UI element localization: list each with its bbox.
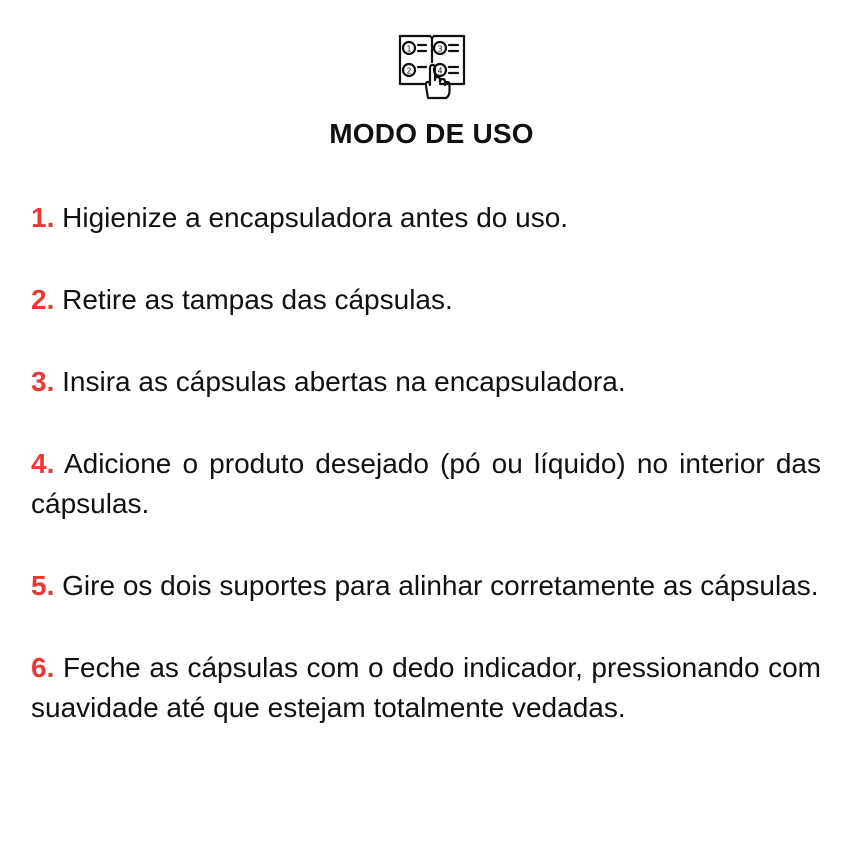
svg-text:3: 3 <box>436 44 443 54</box>
steps-list <box>31 198 821 770</box>
step-text: Gire os dois suportes para alinhar corretamente as cápsulas. <box>62 570 819 601</box>
step-5 <box>31 566 821 606</box>
step-number: 1. <box>31 202 55 233</box>
step-text: Higienize a encapsuladora antes do uso. <box>62 202 569 233</box>
step-3 <box>31 362 821 402</box>
step-1 <box>31 198 821 238</box>
svg-text:2: 2 <box>405 66 412 76</box>
svg-text:1: 1 <box>405 44 412 54</box>
step-4 <box>31 444 821 524</box>
step-text: Adicione o produto desejado (pó ou líquido) no interior das cápsulas. <box>31 448 822 519</box>
step-number: 6. <box>31 652 55 683</box>
step-2 <box>31 280 821 320</box>
step-6 <box>31 648 821 728</box>
step-text: Retire as tampas das cápsulas. <box>62 284 453 315</box>
svg-text:4: 4 <box>436 66 443 76</box>
step-number: 4. <box>31 448 55 479</box>
step-text: Feche as cápsulas com o dedo indicador, pressionando com suavidade até que estejam totalmente vedadas. <box>31 652 822 723</box>
instruction-manual-hand-icon <box>394 28 470 104</box>
step-text: Insira as cápsulas abertas na encapsuladora. <box>62 366 626 397</box>
header <box>0 28 863 109</box>
step-number: 5. <box>31 570 55 601</box>
page-title: MODO DE USO <box>329 118 534 149</box>
step-number: 2. <box>31 284 55 315</box>
step-number: 3. <box>31 366 55 397</box>
